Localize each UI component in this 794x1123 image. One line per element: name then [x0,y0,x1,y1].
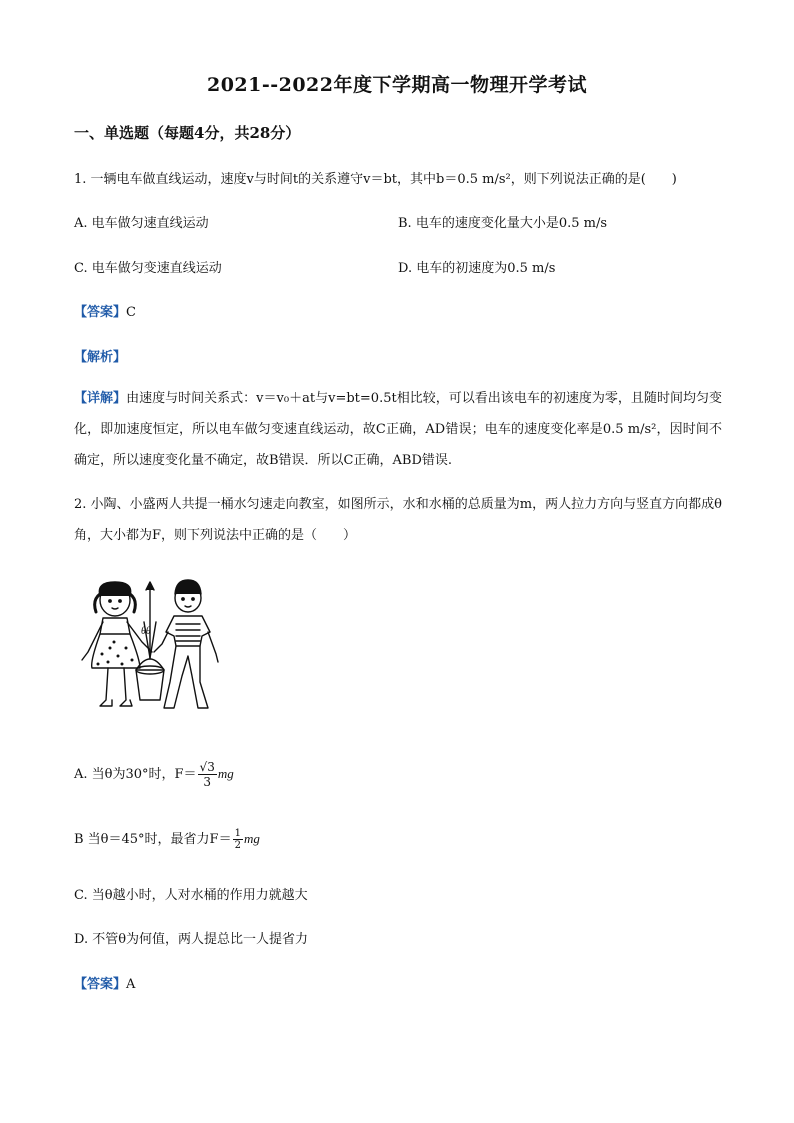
q2-option-b-denominator: 2 [234,840,241,851]
q1-analysis-label: 【解析】 [74,350,127,365]
q1-detail-text: 由速度与时间关系式：v＝v₀＋at与v=bt=0.5t相比较，可以看出该电车的初速度为零，且随时间均匀变化，即加速度恒定，所以电车做匀变速直线运动，故C正确，AD错误；电车的速度变化率是0.5 m/s²，因时间不确定，所以速度变化量不确定，故B错误．所以C正确，ABD错误. [74,391,722,468]
q2-option-a-denominator: 3 [203,775,211,789]
page-title: 2021--2022年度下学期高一物理开学考试 [206,74,588,96]
q1-option-a: A. 电车做匀速直线运动 [74,216,209,231]
q2-option-b-fraction [233,828,243,851]
q1-option-c: C. 电车做匀变速直线运动 [74,261,222,276]
q2-stem: 2. 小陶、小盛两人共提一桶水匀速走向教室，如图所示，水和水桶的总质量为m，两人拉力方向与竖直方向都成θ角，大小都为F，则下列说法中正确的是（ ） [74,497,722,543]
q2-answer-label: 【答案】 [74,977,127,992]
q2-option-b-prefix: B 当θ＝45°时，最省力F＝ [74,832,232,847]
q1-detail [74,383,722,476]
q1-detail-label: 【详解】 [74,391,127,406]
q2-option-b-suffix: mg [243,831,260,846]
q2-option-a-prefix: A. 当θ为30°时，F＝ [74,767,197,782]
q2-option-b [74,824,260,855]
q2-option-b-numerator: 1 [234,828,241,839]
q2-option-a-numerator: √3 [199,760,215,774]
q2-option-c: C. 当θ越小时，人对水桶的作用力就越大 [74,888,308,903]
q2-answer-value: A [126,977,136,992]
q1-answer-value: C [126,305,136,320]
q1-answer [74,301,136,320]
q1-option-d: D. 电车的初速度为0.5 m/s [398,261,556,276]
q2-option-a [74,757,234,792]
q2-option-a-fraction [198,760,217,789]
section-heading: 一、单选题（每题4分，共28分） [74,124,301,142]
bucket-carrying-figure [70,572,230,720]
q2-option-d: D. 不管θ为何值，两人提总比一人提省力 [74,932,309,947]
q1-answer-label: 【答案】 [74,305,127,320]
theta-label: θθ [141,626,151,637]
q2-answer [74,973,135,992]
q1-stem: 1. 一辆电车做直线运动，速度v与时间t的关系遵守v＝bt，其中b＝0.5 m/s²，则下列说法正确的是( ) [74,172,677,187]
q2-option-a-suffix: mg [217,766,234,781]
q1-analysis [74,346,126,365]
q1-option-b: B. 电车的速度变化量大小是0.5 m/s [398,216,608,231]
